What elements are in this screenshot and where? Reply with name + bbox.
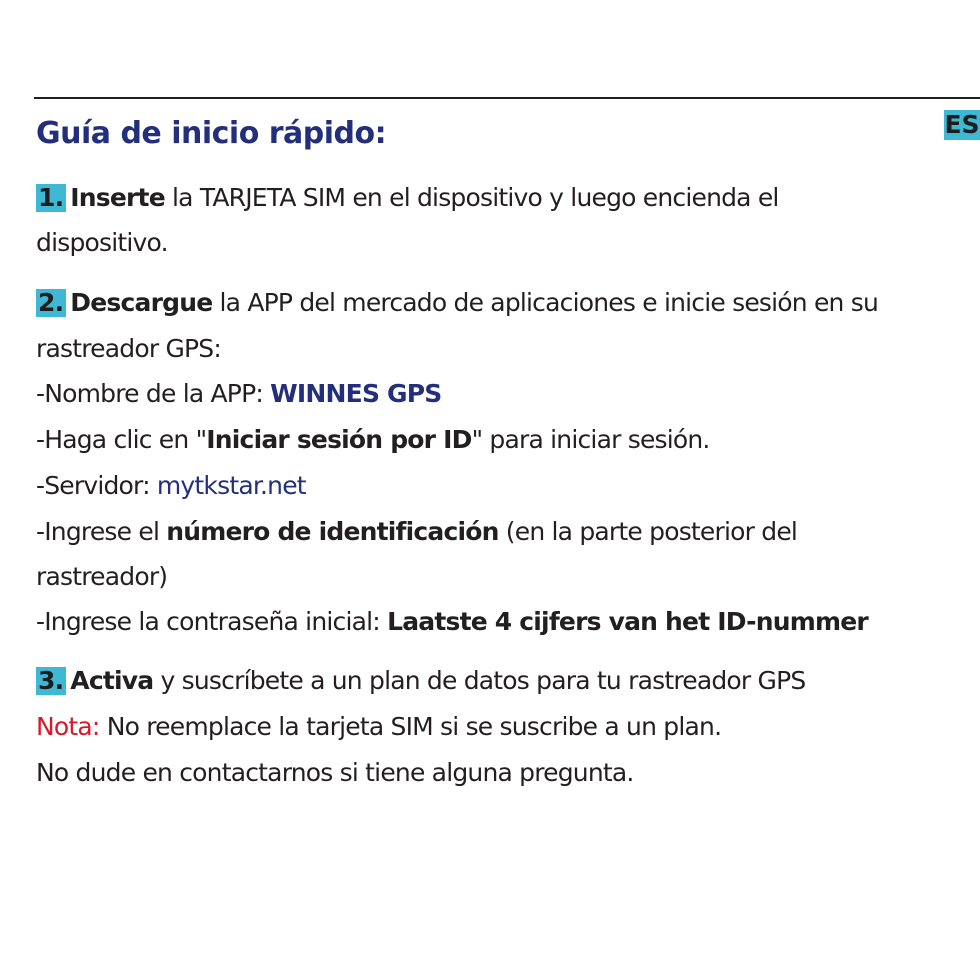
id-line <box>36 517 797 547</box>
id-prefix: -Ingrese el <box>36 517 167 546</box>
step-1-text-2: dispositivo. <box>36 228 168 257</box>
step-3-line <box>36 666 805 696</box>
language-badge: ES <box>944 110 980 139</box>
contact-text: No dude en contactarnos si tiene alguna pregunta. <box>36 758 634 787</box>
step-2-keyword: Descargue <box>70 288 213 317</box>
note-text: No reemplace la tarjeta SIM si se suscribe a un plan. <box>99 712 722 741</box>
id-suffix-2: rastreador) <box>36 562 168 591</box>
server-link[interactable]: mytkstar.net <box>156 471 306 500</box>
step-1-line-2 <box>36 228 168 258</box>
contact-line <box>36 758 634 788</box>
header-divider <box>34 97 980 99</box>
id-keyword: número de identificación <box>166 517 499 546</box>
app-name-prefix: -Nombre de la APP: <box>36 379 271 408</box>
password-line <box>36 607 868 637</box>
step-3-text: y suscríbete a un plan de datos para tu rastreador GPS <box>153 666 806 695</box>
step-2-number: 2. <box>36 289 66 317</box>
login-method: Iniciar sesión por ID <box>206 425 472 454</box>
server-prefix: -Servidor: <box>36 471 157 500</box>
password-hint: Laatste 4 cijfers van het ID-nummer <box>387 607 868 636</box>
login-suffix: " para iniciar sesión. <box>471 425 710 454</box>
note-label: Nota: <box>36 712 100 741</box>
login-line <box>36 425 710 455</box>
step-1-keyword: Inserte <box>70 183 165 212</box>
step-3-number: 3. <box>36 667 66 695</box>
id-line-2 <box>36 562 167 592</box>
step-2-text-2: rastreador GPS: <box>36 334 221 363</box>
step-2-line <box>36 288 878 318</box>
password-prefix: -Ingrese la contraseña inicial: <box>36 607 388 636</box>
login-prefix: -Haga clic en " <box>36 425 207 454</box>
id-suffix: (en la parte posterior del <box>498 517 798 546</box>
app-name: WINNES GPS <box>270 379 442 408</box>
step-1-text: la TARJETA SIM en el dispositivo y luego encienda el <box>164 183 779 212</box>
step-2-line-2 <box>36 334 221 364</box>
step-2-text: la APP del mercado de aplicaciones e inicie sesión en su <box>212 288 879 317</box>
step-3-keyword: Activa <box>70 666 154 695</box>
step-1-number: 1. <box>36 184 66 212</box>
page-title: Guía de inicio rápido: <box>36 116 387 151</box>
app-name-line <box>36 379 442 409</box>
step-1-line <box>36 183 779 213</box>
note-line <box>36 712 721 742</box>
server-line <box>36 471 306 501</box>
